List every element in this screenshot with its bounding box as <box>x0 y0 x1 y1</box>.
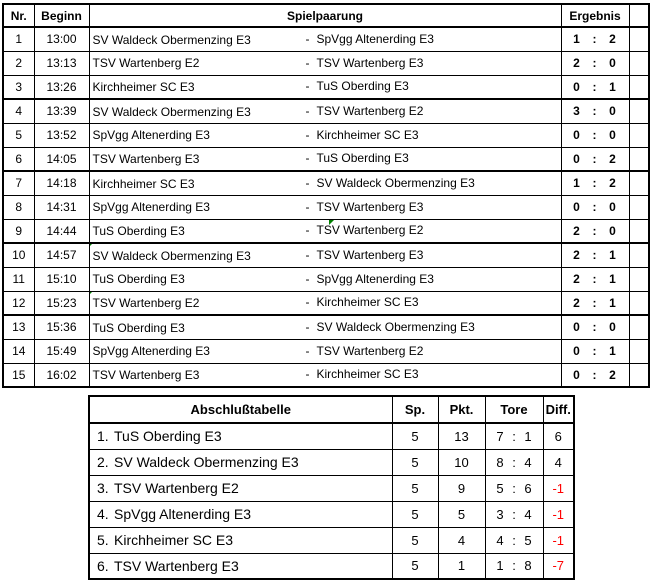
match-pairing-cell <box>89 195 561 219</box>
home-score: 1 <box>573 32 580 47</box>
away-score: 0 <box>609 200 616 214</box>
spacer-cell <box>629 147 649 171</box>
score-colon: : <box>592 295 597 310</box>
match-number: 2 <box>3 51 34 75</box>
away-team: SV Waldeck Obermenzing E3 <box>316 319 475 334</box>
pairing-dash: - <box>305 79 310 94</box>
team-cell <box>89 423 392 449</box>
team-rank: 1. <box>97 428 109 445</box>
standings-row <box>89 501 574 527</box>
away-score: 1 <box>609 248 616 263</box>
away-score: 0 <box>609 128 616 142</box>
away-team: TSV Wartenberg E3 <box>316 55 424 70</box>
match-result-cell <box>561 219 629 243</box>
score-colon: : <box>592 320 597 335</box>
goals-cell <box>485 449 543 475</box>
match-start-time: 15:10 <box>34 267 89 291</box>
away-team-group <box>306 128 419 142</box>
match-pairing-cell <box>89 51 561 75</box>
games-played: 5 <box>392 475 438 501</box>
match-row <box>3 219 649 243</box>
games-played: 5 <box>392 553 438 579</box>
home-team: TSV Wartenberg E2 <box>92 56 200 71</box>
away-team-group <box>306 79 409 93</box>
team-name: Kirchheimer SC E3 <box>114 532 234 548</box>
goals-for: 4 <box>496 532 504 548</box>
home-team: SpVgg Altenerding E3 <box>92 200 210 215</box>
spacer-cell <box>629 51 649 75</box>
match-number: 8 <box>3 195 34 219</box>
goals-against: 6 <box>524 480 532 496</box>
spacer-cell <box>629 267 649 291</box>
away-team-group <box>306 32 434 46</box>
score-colon: : <box>592 344 597 358</box>
home-score: 0 <box>573 151 580 166</box>
schedule-body <box>3 27 649 387</box>
match-start-time: 13:00 <box>34 27 89 51</box>
away-score: 1 <box>609 295 616 310</box>
spacer-cell <box>629 219 649 243</box>
header-nr: Nr. <box>3 4 34 27</box>
pairing-dash: - <box>305 295 310 310</box>
pairing-dash: - <box>305 31 310 46</box>
goals-for: 5 <box>496 480 504 496</box>
pairing-dash: - <box>305 367 310 382</box>
score-colon: : <box>592 56 597 70</box>
standings-row <box>89 449 574 475</box>
spacer-cell <box>629 75 649 99</box>
match-row <box>3 291 649 315</box>
spacer-cell <box>629 315 649 339</box>
match-number: 4 <box>3 99 34 123</box>
header-ergebnis: Ergebnis <box>561 4 629 27</box>
match-start-time: 14:57 <box>34 243 89 267</box>
away-team-group <box>306 320 475 334</box>
team-cell <box>89 501 392 527</box>
match-schedule-table <box>2 3 650 388</box>
home-score: 2 <box>573 248 580 263</box>
match-row <box>3 363 649 387</box>
games-played: 5 <box>392 501 438 527</box>
team-name: TuS Oberding E3 <box>114 428 222 445</box>
home-score: 2 <box>573 56 580 70</box>
points: 4 <box>438 527 485 553</box>
match-number: 9 <box>3 219 34 243</box>
match-pairing-cell <box>89 243 561 267</box>
pairing-dash: - <box>305 247 310 262</box>
home-team: SpVgg Altenerding E3 <box>92 128 210 143</box>
match-pairing-cell <box>89 171 561 195</box>
team-name: TSV Wartenberg E3 <box>114 557 239 574</box>
match-result-cell <box>561 195 629 219</box>
goal-difference: -1 <box>543 501 574 527</box>
away-score: 0 <box>609 56 616 70</box>
goals-cell <box>485 501 543 527</box>
spacer-cell <box>629 123 649 147</box>
match-number: 5 <box>3 123 34 147</box>
pairing-dash: - <box>305 151 310 166</box>
score-colon: : <box>592 176 597 191</box>
match-number: 11 <box>3 267 34 291</box>
standings-row <box>89 423 574 449</box>
header-spielpaarung: Spielpaarung <box>89 4 561 27</box>
goals-for: 7 <box>496 428 504 444</box>
match-number: 3 <box>3 75 34 99</box>
match-pairing-cell <box>89 291 561 315</box>
goals-against: 5 <box>524 532 532 548</box>
goals-for: 8 <box>496 454 504 470</box>
match-start-time: 15:36 <box>34 315 89 339</box>
away-team: SpVgg Altenerding E3 <box>316 31 434 46</box>
team-rank: 2. <box>97 454 109 470</box>
standings-row <box>89 527 574 553</box>
match-number: 14 <box>3 339 34 363</box>
match-number: 1 <box>3 27 34 51</box>
schedule-header-row <box>3 4 649 27</box>
goals-for: 1 <box>496 558 504 574</box>
home-team: TSV Wartenberg E3 <box>92 368 200 383</box>
standings-body <box>89 423 574 579</box>
home-team: TuS Oberding E3 <box>92 272 185 287</box>
match-result-cell <box>561 99 629 123</box>
error-indicator-triangle <box>89 292 92 297</box>
home-score: 1 <box>573 176 580 191</box>
match-start-time: 14:44 <box>34 219 89 243</box>
home-team: TSV Wartenberg E2 <box>92 296 200 311</box>
match-row <box>3 75 649 99</box>
match-number: 13 <box>3 315 34 339</box>
home-team: TuS Oberding E3 <box>92 320 185 335</box>
match-result-cell <box>561 243 629 267</box>
score-colon: : <box>592 200 597 214</box>
goals-colon: : <box>512 454 516 470</box>
match-result-cell <box>561 315 629 339</box>
goals-against: 1 <box>524 428 532 444</box>
header-diff: Diff. <box>543 396 574 423</box>
away-team-group <box>306 176 475 190</box>
match-number: 15 <box>3 363 34 387</box>
match-row <box>3 51 649 75</box>
team-cell <box>89 553 392 579</box>
match-row <box>3 147 649 171</box>
points: 9 <box>438 475 485 501</box>
team-cell <box>89 475 392 501</box>
goal-difference: -7 <box>543 553 574 579</box>
match-result-cell <box>561 147 629 171</box>
pairing-dash: - <box>305 223 310 238</box>
match-number: 6 <box>3 147 34 171</box>
goals-cell <box>485 553 543 579</box>
score-colon: : <box>592 79 597 94</box>
away-team-group <box>306 272 434 286</box>
goals-against: 4 <box>524 506 532 522</box>
match-start-time: 13:39 <box>34 99 89 123</box>
games-played: 5 <box>392 527 438 553</box>
score-colon: : <box>592 128 597 142</box>
match-result-cell <box>561 339 629 363</box>
score-colon: : <box>592 223 597 238</box>
away-score: 2 <box>609 151 616 166</box>
away-team-group <box>306 248 424 262</box>
away-team-group <box>306 151 409 165</box>
home-score: 2 <box>573 295 580 310</box>
away-score: 2 <box>609 32 616 47</box>
goals-against: 4 <box>524 454 532 470</box>
match-pairing-cell <box>89 123 561 147</box>
home-score: 3 <box>573 104 580 119</box>
away-team: TuS Oberding E3 <box>316 151 409 166</box>
match-pairing-cell <box>89 99 561 123</box>
match-number: 7 <box>3 171 34 195</box>
away-score: 1 <box>609 344 616 358</box>
match-result-cell <box>561 267 629 291</box>
away-team: Kirchheimer SC E3 <box>316 127 419 142</box>
match-result-cell <box>561 27 629 51</box>
team-name: SpVgg Altenerding E3 <box>114 506 251 522</box>
away-team: TSV Wartenberg E2 <box>316 103 424 118</box>
away-team: TuS Oberding E3 <box>316 79 409 94</box>
away-team-group <box>306 56 424 70</box>
home-team: Kirchheimer SC E3 <box>92 176 195 191</box>
goals-for: 3 <box>496 506 504 522</box>
home-score: 0 <box>573 320 580 335</box>
team-rank: 5. <box>97 532 109 548</box>
match-row <box>3 171 649 195</box>
away-team: Kirchheimer SC E3 <box>316 367 419 382</box>
score-colon: : <box>592 104 597 119</box>
match-row <box>3 195 649 219</box>
match-result-cell <box>561 51 629 75</box>
away-score: 2 <box>609 367 616 382</box>
away-team: TSV Wartenberg E3 <box>316 199 424 214</box>
goals-colon: : <box>512 480 516 496</box>
home-score: 0 <box>573 200 580 214</box>
match-start-time: 14:31 <box>34 195 89 219</box>
goals-cell <box>485 527 543 553</box>
home-team: TuS Oberding E3 <box>92 224 185 239</box>
home-score: 2 <box>573 272 580 286</box>
match-start-time: 15:49 <box>34 339 89 363</box>
spacer-cell <box>629 99 649 123</box>
home-team: Kirchheimer SC E3 <box>92 80 195 95</box>
goals-colon: : <box>512 558 516 574</box>
pairing-dash: - <box>305 127 310 142</box>
header-beginn: Beginn <box>34 4 89 27</box>
goals-colon: : <box>512 532 516 548</box>
match-row <box>3 339 649 363</box>
away-score: 0 <box>609 104 616 119</box>
match-pairing-cell <box>89 27 561 51</box>
spacer-cell <box>629 195 649 219</box>
match-pairing-cell <box>89 363 561 387</box>
home-score: 0 <box>573 128 580 142</box>
away-team: Kirchheimer SC E3 <box>316 295 419 310</box>
standings-row <box>89 553 574 579</box>
match-result-cell <box>561 75 629 99</box>
home-score: 0 <box>573 367 580 382</box>
away-team-group <box>306 344 424 358</box>
away-team: TSV Wartenberg E2 <box>316 343 424 358</box>
goals-colon: : <box>512 506 516 522</box>
team-cell <box>89 527 392 553</box>
score-colon: : <box>592 32 597 47</box>
goal-difference: 4 <box>543 449 574 475</box>
match-start-time: 13:52 <box>34 123 89 147</box>
match-result-cell <box>561 123 629 147</box>
away-team: SV Waldeck Obermenzing E3 <box>316 175 475 190</box>
points: 5 <box>438 501 485 527</box>
games-played: 5 <box>392 423 438 449</box>
points: 1 <box>438 553 485 579</box>
match-row <box>3 243 649 267</box>
away-team: SpVgg Altenerding E3 <box>316 271 434 286</box>
error-indicator-triangle <box>329 220 334 225</box>
away-team-group <box>306 200 424 214</box>
team-cell <box>89 449 392 475</box>
away-score: 0 <box>609 223 616 238</box>
team-name: SV Waldeck Obermenzing E3 <box>114 454 299 470</box>
match-start-time: 15:23 <box>34 291 89 315</box>
standings-title: Abschlußtabelle <box>89 396 392 423</box>
team-rank: 6. <box>97 557 109 574</box>
match-number: 12 <box>3 291 34 315</box>
home-score: 0 <box>573 79 580 94</box>
points: 13 <box>438 423 485 449</box>
match-number: 10 <box>3 243 34 267</box>
away-score: 1 <box>609 79 616 94</box>
match-result-cell <box>561 291 629 315</box>
match-pairing-cell <box>89 267 561 291</box>
away-team-group <box>306 104 424 118</box>
goal-difference: -1 <box>543 527 574 553</box>
goals-colon: : <box>512 428 516 444</box>
pairing-dash: - <box>305 55 310 70</box>
match-result-cell <box>561 363 629 387</box>
header-spacer-cell <box>629 4 649 27</box>
home-team: SV Waldeck Obermenzing E3 <box>92 248 251 263</box>
match-row <box>3 123 649 147</box>
pairing-dash: - <box>305 199 310 214</box>
away-team: TSV Wartenberg E3 <box>316 247 424 262</box>
away-score: 0 <box>609 320 616 335</box>
spacer-cell <box>629 363 649 387</box>
team-rank: 4. <box>97 506 109 522</box>
spacer-cell <box>629 339 649 363</box>
header-sp: Sp. <box>392 396 438 423</box>
spacer-cell <box>629 171 649 195</box>
match-start-time: 13:13 <box>34 51 89 75</box>
pairing-dash: - <box>305 103 310 118</box>
points: 10 <box>438 449 485 475</box>
team-rank: 3. <box>97 480 109 496</box>
team-name: TSV Wartenberg E2 <box>114 480 239 496</box>
match-start-time: 14:18 <box>34 171 89 195</box>
match-row <box>3 267 649 291</box>
pairing-dash: - <box>305 271 310 286</box>
away-team-group <box>306 295 419 309</box>
spacer-cell <box>629 27 649 51</box>
away-team: TSV Wartenberg E2 <box>316 223 424 238</box>
pairing-dash: - <box>305 319 310 334</box>
spacer-cell <box>629 291 649 315</box>
header-pkt: Pkt. <box>438 396 485 423</box>
home-score: 0 <box>573 344 580 358</box>
standings-row <box>89 475 574 501</box>
home-team: SV Waldeck Obermenzing E3 <box>92 104 251 119</box>
goals-cell <box>485 423 543 449</box>
goal-difference: 6 <box>543 423 574 449</box>
score-colon: : <box>592 248 597 263</box>
match-pairing-cell <box>89 75 561 99</box>
games-played: 5 <box>392 449 438 475</box>
error-indicator-triangle <box>89 244 92 249</box>
away-score: 1 <box>609 272 616 286</box>
goals-cell <box>485 475 543 501</box>
away-team-group <box>306 223 424 237</box>
away-team-group <box>306 367 419 381</box>
home-team: TSV Wartenberg E3 <box>92 152 200 167</box>
match-pairing-cell <box>89 339 561 363</box>
match-start-time: 13:26 <box>34 75 89 99</box>
match-start-time: 16:02 <box>34 363 89 387</box>
pairing-dash: - <box>305 343 310 358</box>
score-colon: : <box>592 151 597 166</box>
standings-header-row <box>89 396 574 423</box>
score-colon: : <box>592 272 597 286</box>
pairing-dash: - <box>305 175 310 190</box>
match-start-time: 14:05 <box>34 147 89 171</box>
header-tore: Tore <box>485 396 543 423</box>
match-row <box>3 99 649 123</box>
home-team: SpVgg Altenerding E3 <box>92 344 210 359</box>
score-colon: : <box>592 367 597 382</box>
spacer-cell <box>629 243 649 267</box>
goals-against: 8 <box>524 558 532 574</box>
home-score: 2 <box>573 223 580 238</box>
match-pairing-cell <box>89 315 561 339</box>
match-row <box>3 27 649 51</box>
goal-difference: -1 <box>543 475 574 501</box>
match-row <box>3 315 649 339</box>
final-standings-table <box>88 395 575 580</box>
match-result-cell <box>561 171 629 195</box>
match-pairing-cell <box>89 219 561 243</box>
match-pairing-cell <box>89 147 561 171</box>
away-score: 2 <box>609 176 616 191</box>
home-team: SV Waldeck Obermenzing E3 <box>92 32 251 47</box>
